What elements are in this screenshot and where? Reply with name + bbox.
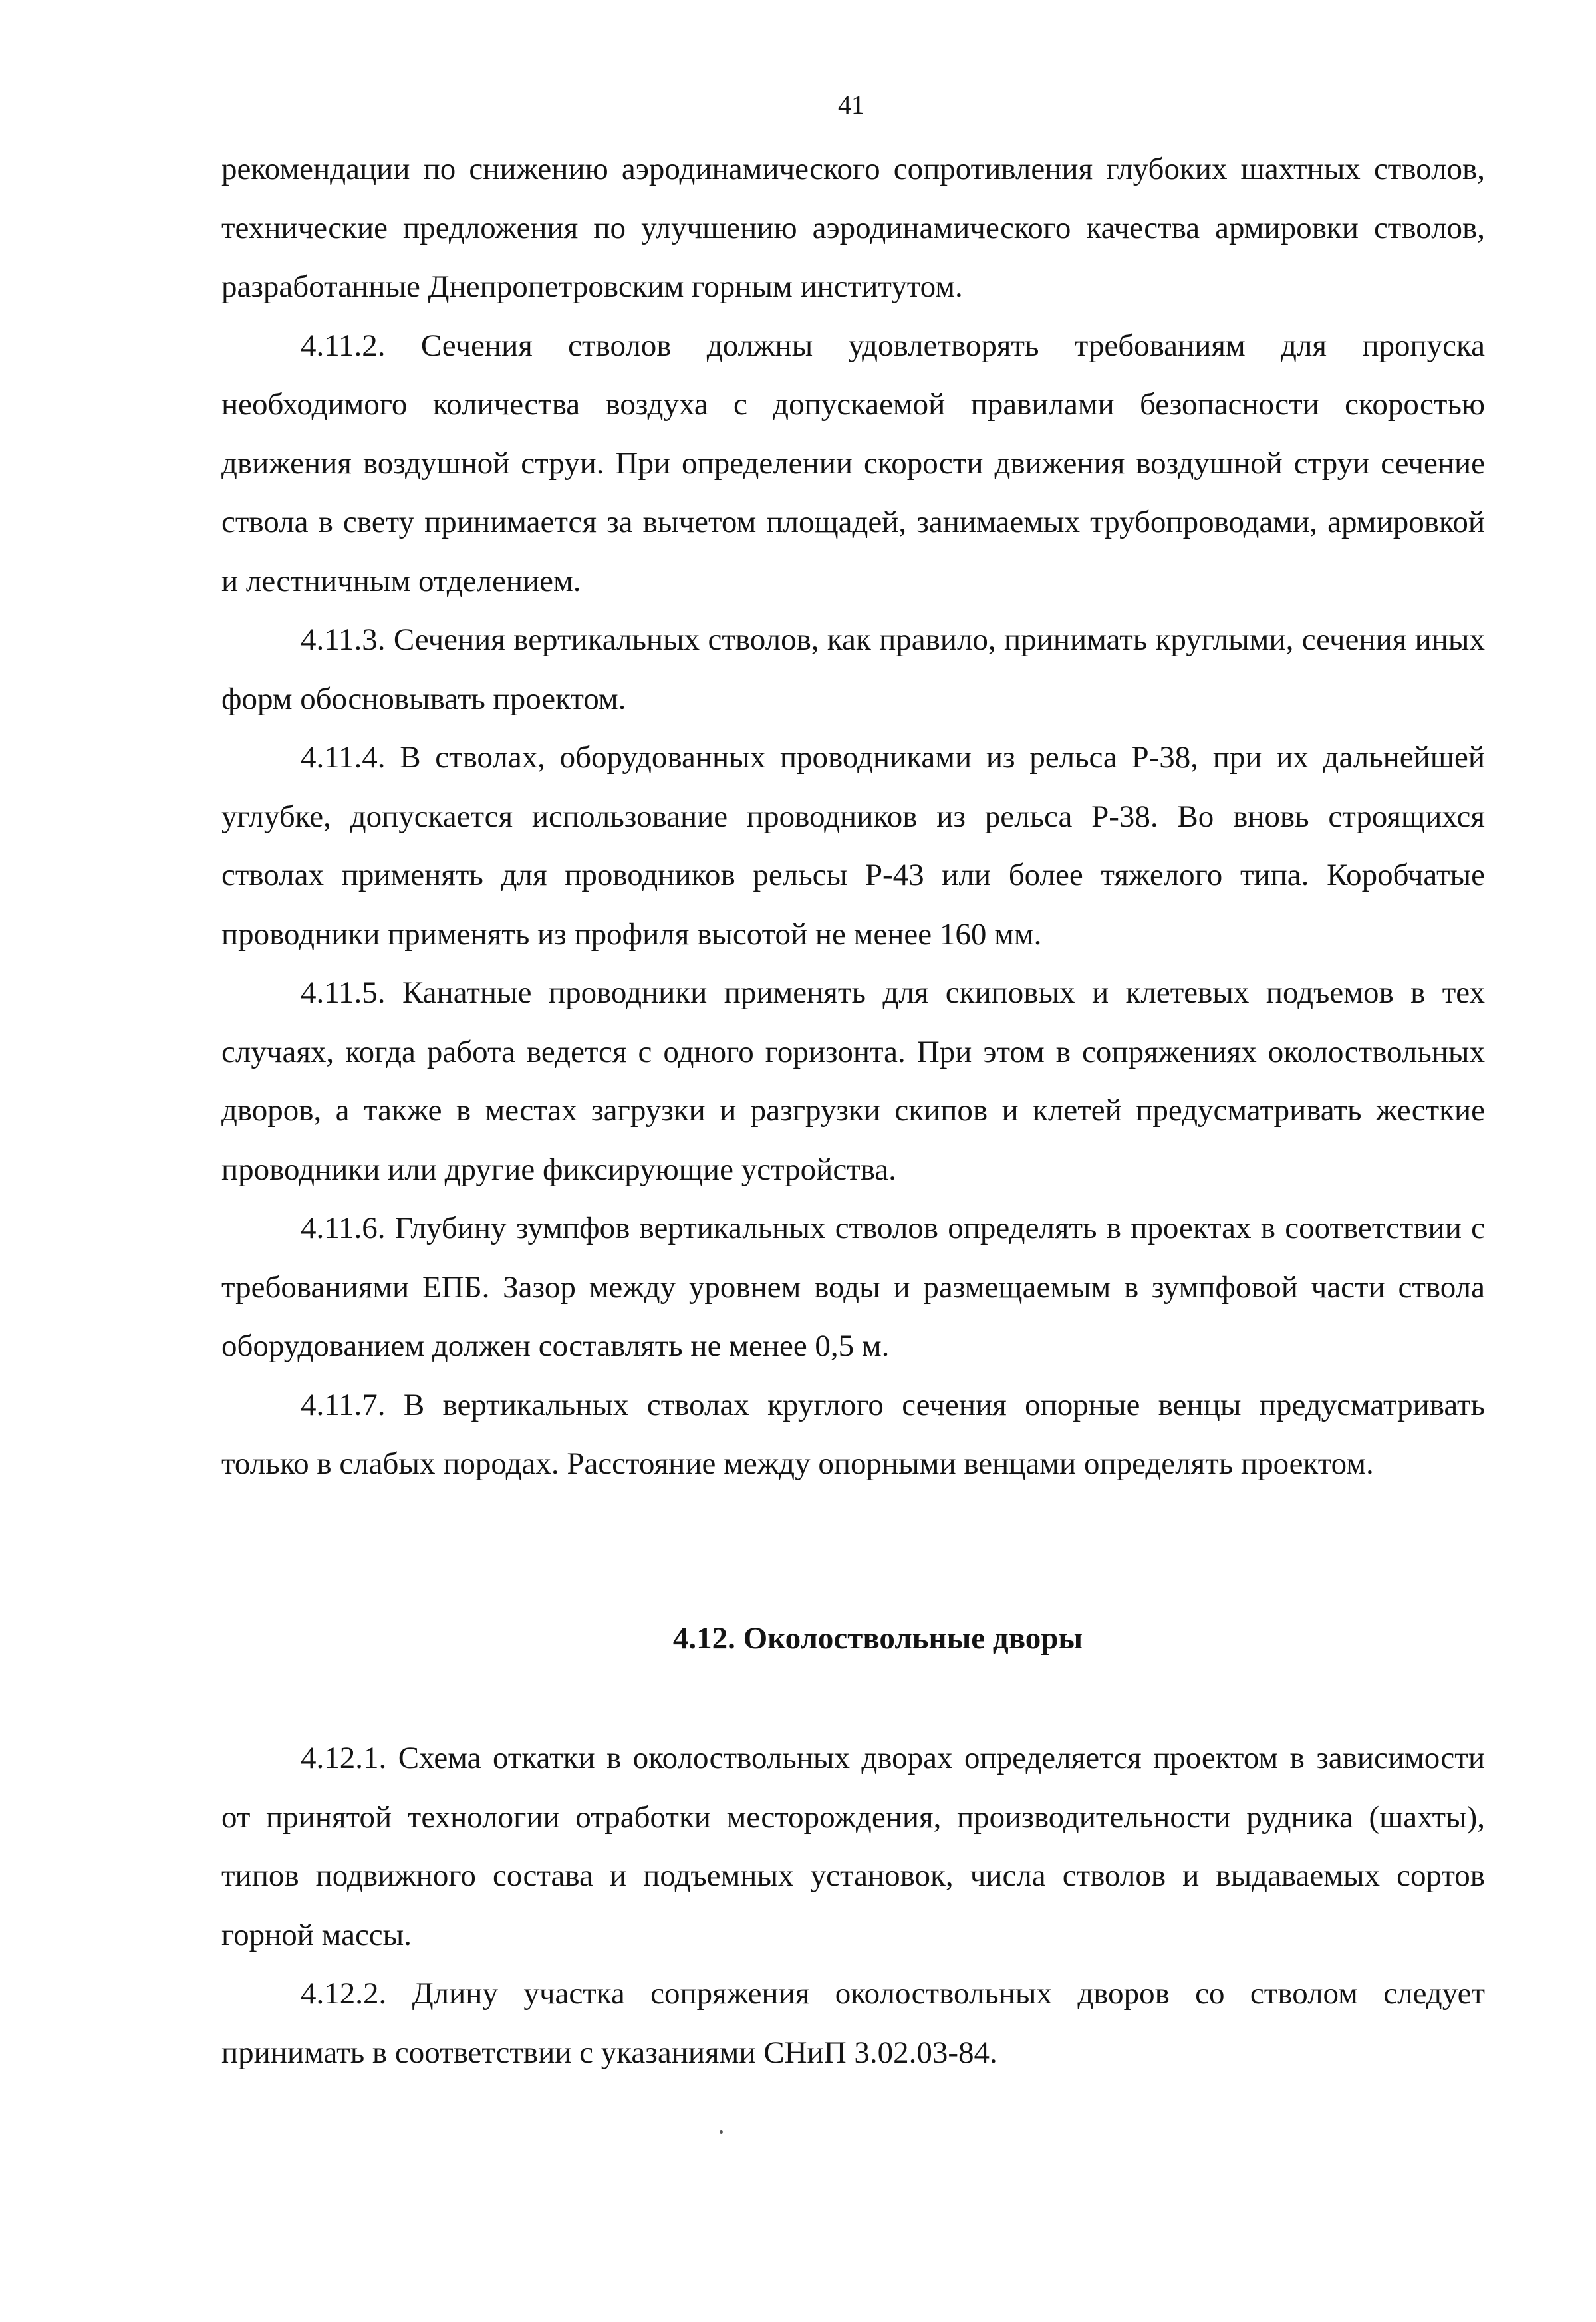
paragraph-4-11-6: 4.11.6. Глубину зумпфов вертикальных стволов определять в проектах в соответствии с требованиями ЕПБ. Зазор между уровнем воды и размещаемым в зумпфовой части ствола оборудованием должен составлять не менее 0,5 м. xyxy=(221,1211,1485,1363)
paragraph-4-11-2: 4.11.2. Сечения стволов должны удовлетворять требованиям для пропуска необходимого количества воздуха с допускаемой правилами безопасности скоростью движения воздушной струи. При определении скорости движения воздушной струи сечение ствола в свету принимается за вычетом площадей, занимаемых трубопроводами, армировкой и лестничным отделением. xyxy=(221,328,1485,598)
scan-artifact-dot xyxy=(720,2130,723,2134)
section-heading: 4.12. Околоствольные дворы xyxy=(672,1621,1083,1656)
page-number: 41 xyxy=(838,90,864,120)
paragraph-4-11-4: 4.11.4. В стволах, оборудованных проводниками из рельса Р-38, при их дальнейшей углубке, допускается использование проводников из рельса Р-38. Во вновь строящихся стволах применять для проводников рельсы Р-43 или более тяжелого типа. Коробчатые проводники применять из профиля высотой не менее 160 мм. xyxy=(221,740,1485,952)
paragraph-4-11-7: 4.11.7. В вертикальных стволах круглого сечения опорные венцы предусматривать только в слабых породах. Расстояние между опорными венцами определять проектом. xyxy=(221,1387,1485,1481)
section-4-11-text xyxy=(221,140,1485,1493)
paragraph-continuation: рекомендации по снижению аэродинамического сопротивления глубоких шахтных стволов, технические предложения по улучшению аэродинамического качества армировки стволов, разработанные Днепропетровским горным институтом. xyxy=(221,152,1485,304)
section-4-12-text xyxy=(221,1729,1485,2082)
paragraph-4-12-2: 4.12.2. Длину участка сопряжения околоствольных дворов со стволом следует принимать в соответствии с указаниями СНиП 3.02.03-84. xyxy=(221,1976,1485,2070)
paragraph-4-11-3: 4.11.3. Сечения вертикальных стволов, как правило, принимать круглыми, сечения иных форм обосновывать проектом. xyxy=(221,622,1485,716)
paragraph-4-11-5: 4.11.5. Канатные проводники применять для скиповых и клетевых подъемов в тех случаях, когда работа ведется с одного горизонта. При этом в сопряжениях околоствольных дворов, а также в местах загрузки и разгрузки скипов и клетей предусматривать жесткие проводники или другие фиксирующие устройства. xyxy=(221,975,1485,1187)
paragraph-4-12-1: 4.12.1. Схема откатки в околоствольных дворах определяется проектом в зависимости от принятой технологии отработки месторождения, производительности рудника (шахты), типов подвижного состава и подъемных установок, числа стволов и выдаваемых сортов горной массы. xyxy=(221,1741,1485,1952)
